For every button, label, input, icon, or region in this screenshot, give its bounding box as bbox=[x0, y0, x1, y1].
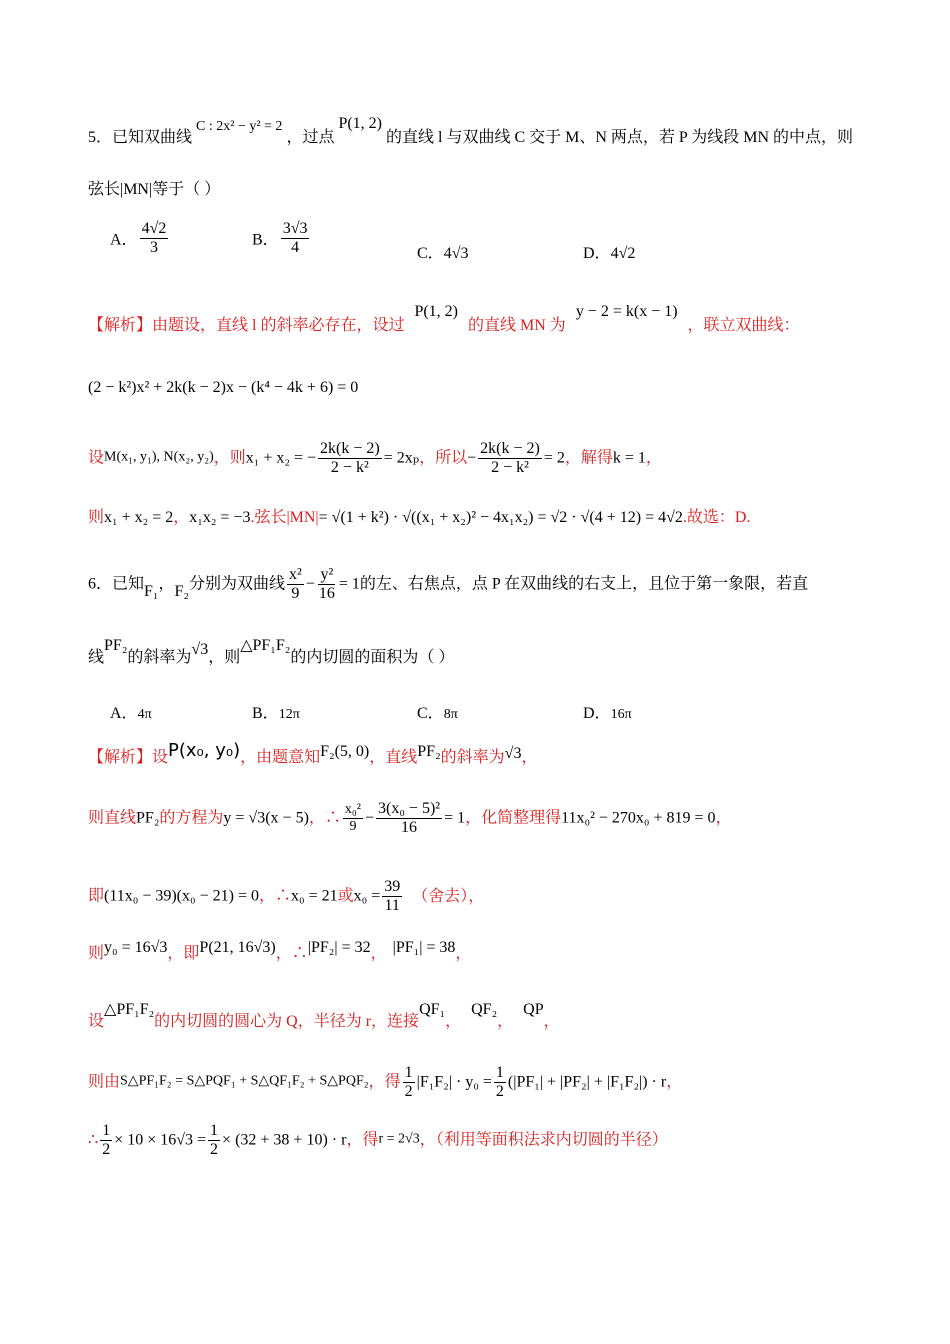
q5-stem-line1: 5．已知双曲线C : 2x² − y² = 2，过点P(1, 2)的直线 l 与双曲线 C 交于 M、N 两点，若 P 为线段 MN 的中点，则 bbox=[88, 115, 854, 146]
q6-solution-line4: 则y₀ = 16√3，即P(21, 16√3)，∴|PF₂| = 32， |PF₁| = 38， bbox=[88, 939, 472, 962]
q5-option-c[interactable]: C．4√3 bbox=[417, 245, 469, 262]
q5-option-a[interactable]: A． $\frac{4√2}{3}$ bbox=[110, 220, 167, 256]
q5-curve-formula: C : 2x² − y² = 2 bbox=[196, 119, 283, 134]
q5-option-d[interactable]: D．4√2 bbox=[583, 245, 636, 262]
q6-option-a[interactable]: A．4π bbox=[110, 705, 152, 722]
q5-solution-line2: (2 − k²)x² + 2k(k − 2)x − (k⁴ − 4k + 6) = 0 bbox=[88, 379, 359, 396]
q5-solution-line4: 则x₁ + x₂ = 2，x₁x₂ = −3.弦长|MN|= √(1 + k²) · √((x₁ + x₂)² − 4x₁x₂) = √2 · √(4 + 12) = 4√2.故选：D. bbox=[88, 509, 751, 526]
q6-option-b[interactable]: B．12π bbox=[252, 705, 300, 722]
q6-stem-line2: 线PF₂的斜率为√3，则△PF₁F₂的内切圆的面积为（ ） bbox=[88, 637, 455, 666]
q5-solution-line3: 设M(x₁, y₁), N(x₂, y₂)，则x₁ + x₂ = − $\frac{2k(k - 2)}{\text{2 − k²}}$ = 2xₚ，所以− $\frac{2k(k - 2)}{\text{2 − k²}}$ = 2，解得k = 1， bbox=[88, 440, 662, 476]
q5-point: P(1, 2) bbox=[338, 115, 383, 132]
q5-stem-line2: 弦长|MN|等于（ ） bbox=[88, 181, 221, 198]
q6-solution-line3: 即(11x₀ − 39)(x₀ − 21) = 0，∴x₀ = 21或x₀ = $\frac{39}{11}$ （舍去）， bbox=[88, 878, 485, 914]
q6-solution-line6: 则由S△PF₁F₂ = S△PQF₁ + S△QF₁F₂ + S△PQF₂，得 $\frac{1}{2}$ |F₁F₂| · y₀ = $\frac{1}{2}$ (|PF₁| + |PF₂| + |F₁F₂|) · r， bbox=[88, 1064, 683, 1100]
q6-stem-line1: 6．已知F₁，F₂分别为双曲线 $\frac{\text{x²}}{9}$ − $\frac{\text{y²}}{16}$ = 1的左、右焦点，点 P 在双曲线的右支上，且位于第一象限，若直 bbox=[88, 566, 809, 602]
q6-solution-line7: ∴ $\frac{1}{2}$ × 10 × 16√3 = $\frac{1}{2}$ × (32 + 38 + 10) · r，得r = 2√3，（利用等面积法求内切圆的半径） bbox=[88, 1122, 668, 1158]
q6-solution-line5: 设△PF₁F₂的内切圆的圆心为 Q，半径为 r，连接QF₁，QF₂，QP， bbox=[88, 1001, 560, 1030]
q6-solution-line2: 则直线PF₂的方程为y = √3(x − 5)，∴ $\frac{\text{x₀²}}{9}$ − $\frac{\text{3(x₀ − 5)²}}{16}$ = 1，化简整理得11x₀² − 270x₀ + 819 = 0， bbox=[88, 800, 732, 836]
q6-option-d[interactable]: D．16π bbox=[583, 705, 632, 722]
q6-option-c[interactable]: C．8π bbox=[417, 705, 458, 722]
q5-solution-line1: 【解析】由题设，直线 l 的斜率必存在，设过P(1, 2)的直线 MN 为y − 2 = k(x − 1)，联立双曲线： bbox=[88, 303, 800, 334]
q6-solution-line1: 【解析】设P(x₀, y₀)，由题意知F₂(5, 0)，直线PF₂的斜率为√3， bbox=[88, 740, 538, 766]
q5-option-b[interactable]: B． $\frac{3√3}{4}$ bbox=[252, 220, 308, 256]
